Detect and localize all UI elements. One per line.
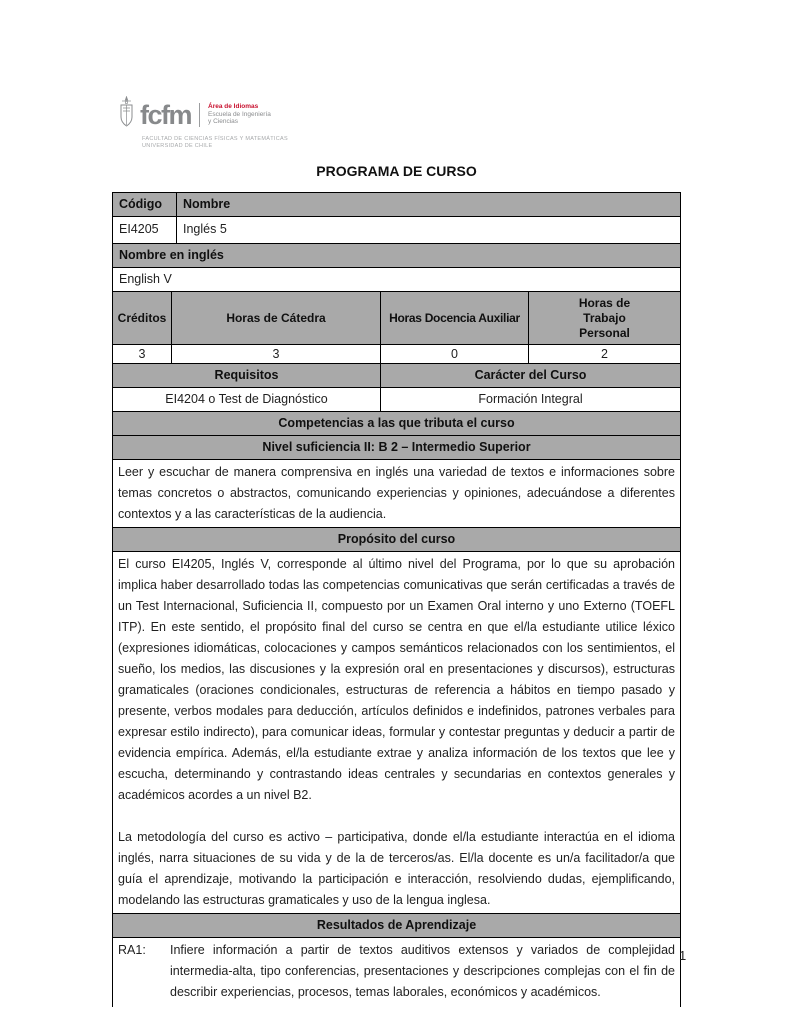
table-row-credits-values <box>113 345 680 364</box>
logo-faculty-line1: FACULTAD DE CIENCIAS FÍSICAS Y MATEMÁTICAS <box>142 136 288 142</box>
table-row-resultados-header <box>113 914 680 938</box>
table-row-code-header <box>113 193 680 217</box>
page-title: PROGRAMA DE CURSO <box>316 163 477 179</box>
proposito-text-cell <box>113 552 680 913</box>
resultados-header-cell: Resultados de Aprendizaje <box>113 914 680 937</box>
table-row-ra1 <box>113 938 680 1007</box>
table-row-english-name-header <box>113 244 680 268</box>
nivel-header-cell: Nivel suficiencia II: B 2 – Intermedio Superior <box>113 436 680 459</box>
proposito-paragraph-1: El curso EI4205, Inglés V, corresponde al último nivel del Programa, por lo que su aprobación implica haber desarrollado todas las competencias comunicativas que serán certificadas a través de un Test Internacional, Suficiencia II, compuesto por un Examen Oral interno y uno Externo (TOEFL ITP). En este sentido, el propósito final del curso se centra en que el/la estudiante utilice léxico (expresiones idiomáticas, colocaciones y campos semánticos relacionados con los sentimientos, el sueño, los medios, las discusiones y la expresión oral en presentaciones y discursos), estructuras gramaticales (oraciones condicionales, estructuras de referencia a hábitos en tiempo pasado y presente, verbos modales para deducción, artículos definidos e indefinidos, patrones verbales para expresar estilo indirecto), para comunicar ideas, formular y contestar preguntas y deducir a partir de evidencia empírica. Además, el/la estudiante extrae y analiza información de los textos que lee y escucha, determinando y contrastando ideas centrales y secundarias en contextos generales y académicos acordes a un nivel B2. <box>118 557 675 802</box>
ra1-text: Infiere información a partir de textos auditivos extensos y variados de complejidad intermedia-alta, tipo conferencias, presentaciones y descripciones complejas con el fin de describir experiencias, procesos, temas laborales, económicos y académicos. <box>170 943 675 999</box>
proposito-paragraph-2: La metodología del curso es activo – participativa, donde el/la estudiante interactúa en el idioma inglés, narra situaciones de su vida y de la de terceros/as. El/la docente es un/a facilitador/a que guía el aprendizaje, motivando la participación e interacción, resolviendo dudas, ejemplificando, modelando las estructuras gramaticales y uso de la lengua inglesa. <box>118 830 675 907</box>
caracter-value-cell: Formación Integral <box>380 388 680 411</box>
fcfm-wordmark: fcfm <box>140 99 192 130</box>
document-page <box>112 0 681 1007</box>
proposito-header-cell: Propósito del curso <box>113 528 680 551</box>
logo-unit-text <box>208 103 271 126</box>
horas-trabajo-header-cell <box>528 292 680 344</box>
page-number: 1 <box>679 948 687 963</box>
table-row-competencias-text <box>113 460 680 528</box>
codigo-header-cell: Código <box>113 193 176 216</box>
competencias-header-cell: Competencias a las que tributa el curso <box>113 412 680 435</box>
table-row-credits-header <box>113 292 680 345</box>
horas-trabajo-header-text: Horas de Trabajo Personal <box>578 295 631 340</box>
table-row-english-name-value <box>113 268 680 292</box>
horas-docencia-header-cell: Horas Docencia Auxiliar <box>380 292 528 344</box>
nombre-ingles-value-cell: English V <box>119 272 172 286</box>
table-row-requisitos-values <box>113 388 680 412</box>
logo-faculty-line2: UNIVERSIDAD DE CHILE <box>142 142 213 149</box>
logo-unit-line3: y Ciencias <box>208 118 238 126</box>
table-row-proposito-text <box>113 552 680 914</box>
logo-divider <box>199 103 200 127</box>
fcfm-logo <box>118 96 338 149</box>
competencias-text-cell <box>113 460 680 527</box>
course-program-table <box>112 192 681 1007</box>
table-row-code-values <box>113 217 680 244</box>
nombre-ingles-header-cell: Nombre en inglés <box>113 244 680 267</box>
horas-catedra-header-cell: Horas de Cátedra <box>171 292 380 344</box>
creditos-header-cell: Créditos <box>113 292 171 344</box>
university-shield-icon <box>118 96 135 133</box>
caracter-header-cell: Carácter del Curso <box>380 364 680 387</box>
logo-faculty-text <box>142 136 338 149</box>
requisitos-value-cell: EI4204 o Test de Diagnóstico <box>165 392 328 406</box>
ra1-label: RA1: <box>118 943 146 957</box>
ra1-cell <box>113 938 680 1007</box>
logo-unit-line1: Área de Idiomas <box>208 103 259 111</box>
logo-lockup <box>118 96 338 133</box>
logo-unit-line2: Escuela de Ingeniería <box>208 110 271 118</box>
codigo-value-cell: EI4205 <box>119 222 159 236</box>
nombre-header-cell: Nombre <box>176 193 680 216</box>
horas-trabajo-value-cell: 2 <box>528 345 680 363</box>
table-row-requisitos-header <box>113 364 680 388</box>
creditos-value-cell: 3 <box>138 347 146 361</box>
competencias-paragraph: Leer y escuchar de manera comprensiva en inglés una variedad de textos e informaciones sobre temas concretos o abstractos, comunicando experiencias y opiniones, adecuándose a diferentes contextos y a las características de la audiencia. <box>118 465 675 521</box>
horas-catedra-value-cell: 3 <box>171 345 380 363</box>
requisitos-header-cell: Requisitos <box>113 364 380 387</box>
nombre-value-cell: Inglés 5 <box>176 217 680 243</box>
horas-docencia-value-cell: 0 <box>380 345 528 363</box>
table-row-proposito-header <box>113 528 680 552</box>
table-row-nivel-header <box>113 436 680 460</box>
table-row-competencias-header <box>113 412 680 436</box>
